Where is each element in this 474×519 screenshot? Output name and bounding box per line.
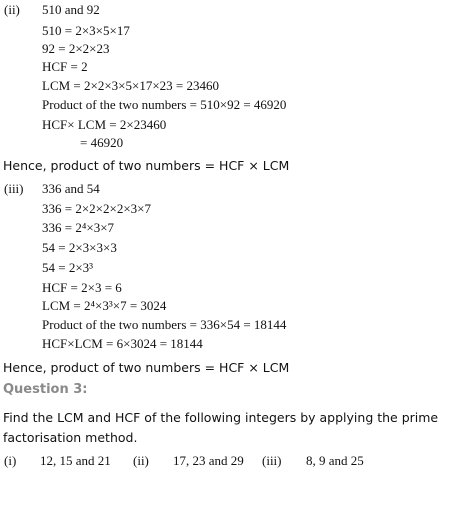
part-iii-title: 336 and 54 (42, 181, 100, 196)
option-value-i: 12, 15 and 21 (40, 453, 111, 468)
part-ii-label: (ii) (4, 2, 20, 17)
part-ii-line-5: Product of the two numbers = 510×92 = 46920 (42, 97, 287, 112)
part-ii-line-1: 510 = 2×3×5×17 (42, 23, 130, 38)
part-iii-line-4: 54 = 2×3³ (42, 260, 94, 275)
part-ii-line-7: = 46920 (80, 135, 124, 150)
question-heading: Question 3: (3, 382, 88, 397)
part-iii-line-2: 336 = 2⁴×3×7 (42, 220, 115, 235)
part-ii-line-3: HCF = 2 (42, 59, 88, 74)
option-label-ii: (ii) (133, 453, 149, 468)
part-iii-line-8: HCF×LCM = 6×3024 = 18144 (42, 336, 203, 351)
part-iii-line-7: Product of the two numbers = 336×54 = 18144 (42, 317, 287, 332)
part-iii-line-3: 54 = 2×3×3×3 (42, 240, 117, 255)
question-text-line-2: factorisation method. (3, 430, 138, 445)
option-value-ii: 17, 23 and 29 (173, 453, 244, 468)
option-label-i: (i) (4, 453, 17, 468)
part-ii-line-4: LCM = 2×2×3×5×17×23 = 23460 (42, 78, 219, 93)
part-ii-conclusion: Hence, product of two numbers = HCF × LCM (3, 158, 290, 173)
part-iii-line-6: LCM = 2⁴×3³×7 = 3024 (42, 298, 167, 313)
part-iii-line-5: HCF = 2×3 = 6 (42, 280, 122, 295)
option-value-iii: 8, 9 and 25 (306, 453, 364, 468)
part-iii-conclusion: Hence, product of two numbers = HCF × LCM (3, 360, 290, 375)
question-text-line-1: Find the LCM and HCF of the following integers by applying the prime (3, 410, 439, 425)
part-iii-label: (iii) (4, 181, 24, 196)
part-ii-title: 510 and 92 (42, 2, 100, 17)
option-label-iii: (iii) (262, 453, 282, 468)
part-ii-line-6: HCF× LCM = 2×23460 (42, 117, 167, 132)
part-iii-line-1: 336 = 2×2×2×2×3×7 (42, 201, 151, 216)
part-ii-line-2: 92 = 2×2×23 (42, 41, 110, 56)
